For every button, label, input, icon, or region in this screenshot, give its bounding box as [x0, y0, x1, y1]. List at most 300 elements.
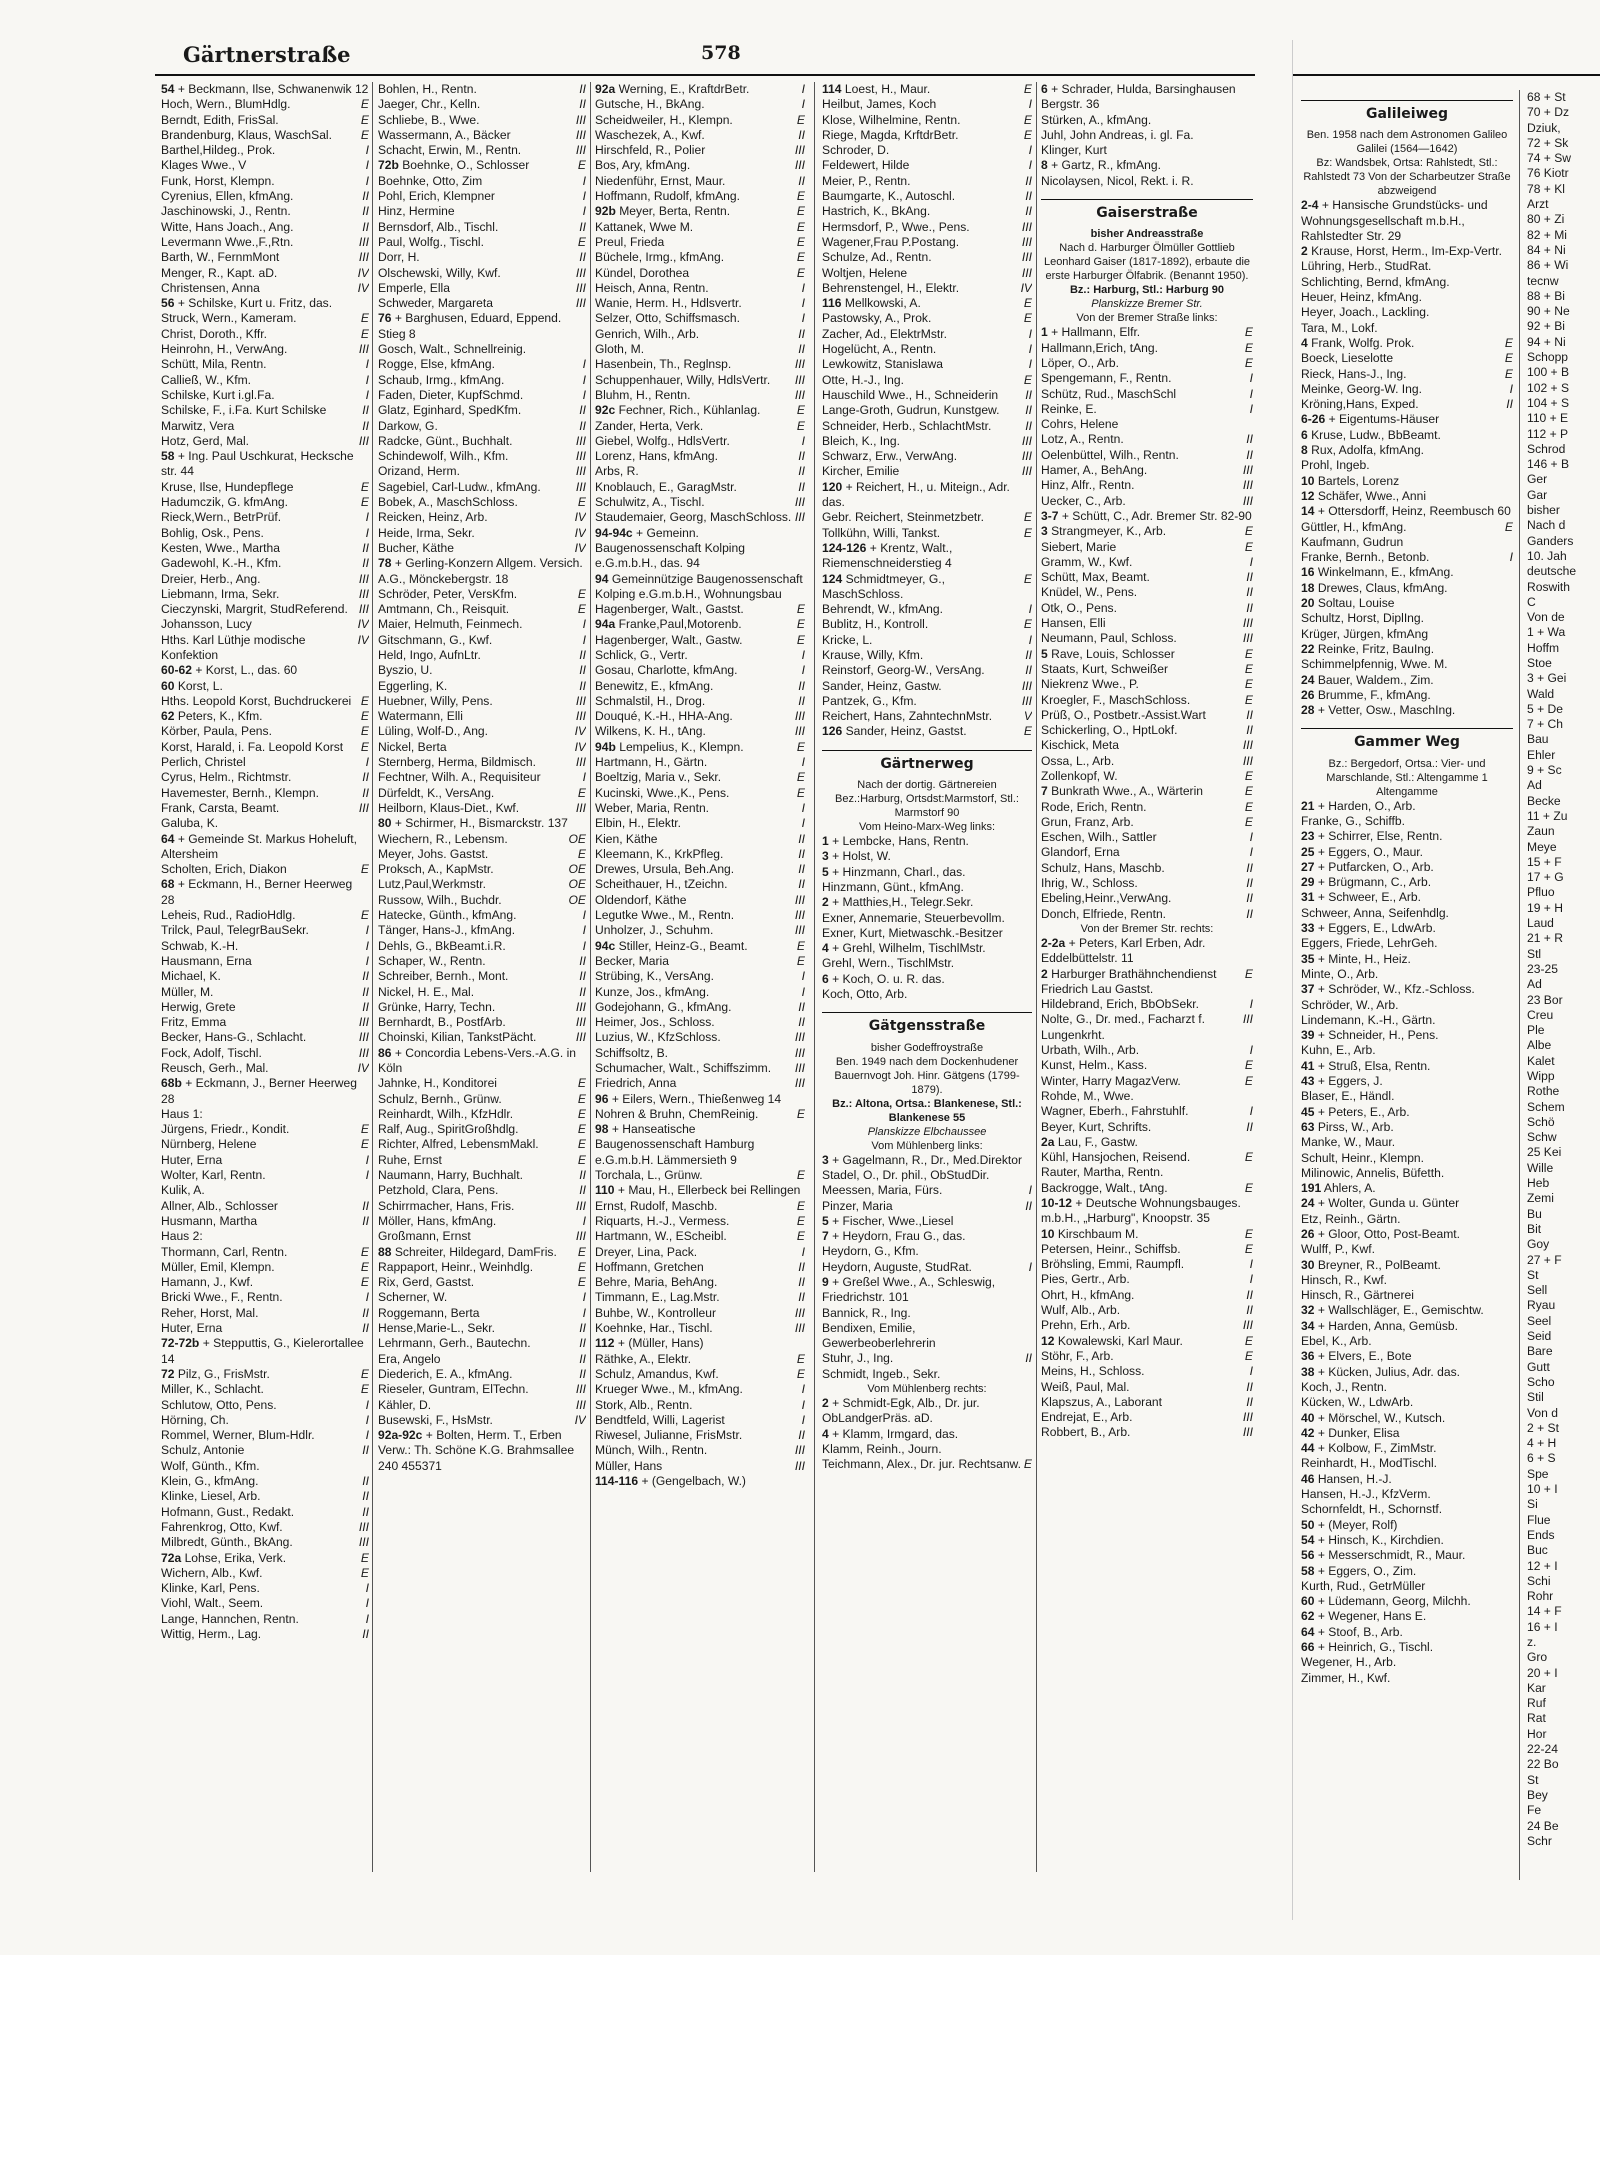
resident-entry	[822, 648, 1032, 663]
resident-entry	[1527, 1788, 1600, 1803]
column-5	[1041, 82, 1253, 1902]
resident-name: St	[1527, 1772, 1539, 1787]
resident-entry	[1301, 890, 1513, 905]
resident-name: 17 + G	[1527, 870, 1564, 885]
resident-entry	[1301, 259, 1513, 274]
resident-entry	[1301, 244, 1513, 259]
resident-entry	[1301, 550, 1513, 565]
resident-name: Galuba, K.	[161, 816, 219, 831]
resident-entry	[161, 1551, 369, 1566]
floor-marker: I	[365, 1397, 369, 1412]
resident-name: 90 + Ne	[1527, 304, 1570, 319]
resident-entry	[1301, 504, 1513, 519]
resident-entry	[378, 204, 586, 219]
floor-marker: III	[1242, 631, 1253, 646]
floor-marker: II	[1025, 173, 1032, 188]
resident-entry	[595, 327, 805, 342]
floor-marker: III	[1021, 250, 1032, 265]
resident-name: Bendtfeld, Willi, Lagerist	[595, 1412, 725, 1427]
floor-marker: II	[362, 540, 369, 555]
floor-marker: III	[575, 449, 586, 464]
floor-marker: E	[1244, 1073, 1253, 1088]
resident-entry	[822, 941, 1032, 956]
house-number: 25	[1301, 844, 1315, 859]
column-rule	[590, 82, 591, 1872]
resident-name: + Lembcke, Hans, Rentn.	[832, 834, 969, 849]
floor-marker: II	[579, 1336, 586, 1351]
resident-entry	[378, 893, 586, 908]
resident-name: Cyrenius, Ellen, kfmAng.	[161, 189, 294, 204]
resident-name: Pastowsky, A., Prok.	[822, 311, 932, 326]
resident-entry	[1301, 596, 1513, 611]
resident-entry	[822, 174, 1032, 189]
house-number: 92a-92c	[378, 1428, 423, 1443]
resident-name: Husmann, Martha	[161, 1213, 258, 1228]
resident-entry	[1301, 967, 1513, 982]
resident-name: Milinowic, Annelis, Büfetth.	[1301, 1165, 1445, 1180]
floor-marker: III	[794, 1305, 805, 1320]
floor-marker: II	[362, 219, 369, 234]
resident-entry	[378, 1107, 586, 1122]
house-number: 26	[1301, 1227, 1315, 1241]
resident-entry	[822, 849, 1032, 864]
resident-name: Diederich, E. A., kfmAng.	[378, 1366, 513, 1381]
resident-name: Schreiter, Hildegard, DamFris.	[394, 1244, 557, 1259]
resident-entry	[161, 434, 369, 449]
resident-name: 10. Jah	[1527, 548, 1567, 563]
resident-entry	[822, 189, 1032, 204]
resident-name: Klinke, Karl, Pens.	[161, 1581, 260, 1596]
floor-marker: II	[1246, 447, 1253, 462]
resident-entry	[1527, 1008, 1600, 1023]
resident-entry	[822, 1457, 1032, 1472]
floor-marker: II	[579, 663, 586, 678]
resident-name: Glandorf, Erna	[1041, 845, 1120, 860]
resident-name: Kalet	[1527, 1053, 1555, 1068]
resident-name: Krause, Willy, Kfm.	[822, 647, 924, 662]
resident-entry	[595, 1367, 805, 1382]
resident-name: Gitschmann, G., Kwf.	[378, 632, 493, 647]
house-number: 5	[822, 1213, 829, 1228]
resident-name: Kroegler, F., MaschSchloss.	[1041, 692, 1191, 707]
resident-entry	[1041, 769, 1253, 784]
floor-marker: I	[582, 1213, 586, 1228]
resident-name: Douqué, K.-H., HHA-Ang.	[595, 709, 733, 724]
resident-name: Reinhardt, H., ModTischl.	[1301, 1456, 1437, 1471]
floor-marker: III	[358, 250, 369, 265]
resident-name: Rieseler, Guntram, ElTechn.	[378, 1382, 529, 1397]
resident-entry	[1527, 1834, 1600, 1849]
resident-entry	[1527, 1650, 1600, 1665]
resident-name: 23 Bor	[1527, 992, 1563, 1007]
resident-entry	[595, 1398, 805, 1413]
resident-entry	[822, 1183, 1032, 1198]
resident-entry	[822, 373, 1032, 388]
resident-entry	[378, 1015, 586, 1030]
resident-entry	[595, 740, 805, 755]
resident-entry	[1301, 1258, 1513, 1273]
resident-name: Staudemaier, Georg, MaschSchloss.	[595, 510, 792, 525]
resident-name: Bohlig, Osk., Pens.	[161, 525, 264, 540]
resident-name: + Koch, O. u. R. das.	[832, 971, 945, 986]
resident-name: 110 + E	[1527, 411, 1569, 426]
floor-marker: E	[577, 1137, 586, 1152]
resident-name: Strangmeyer, K., Arb.	[1051, 524, 1167, 539]
house-number: 94a	[595, 617, 616, 632]
resident-name: Wolter, Karl, Rentn.	[161, 1168, 266, 1183]
resident-entry	[595, 694, 805, 709]
floor-marker: II	[362, 204, 369, 219]
resident-entry	[378, 158, 586, 173]
floor-marker: III	[575, 999, 586, 1014]
floor-marker: I	[1028, 143, 1032, 158]
resident-entry	[378, 633, 586, 648]
resident-entry	[595, 1321, 805, 1336]
resident-name: Zemi	[1527, 1191, 1554, 1206]
resident-entry	[822, 633, 1032, 648]
resident-entry	[1041, 738, 1253, 753]
floor-marker: I	[365, 1152, 369, 1167]
floor-marker: E	[360, 709, 369, 724]
resident-entry	[1527, 1176, 1600, 1191]
resident-name: + Krentz, Walt., Riemenschneiderstieg 4	[822, 540, 953, 571]
resident-entry	[378, 617, 586, 632]
resident-entry	[595, 189, 805, 204]
resident-name: Bendixen, Emilie, Gewerbeoberlehrerin	[822, 1320, 936, 1351]
resident-name: Gloth, M.	[595, 342, 645, 357]
resident-entry	[1301, 1395, 1513, 1410]
resident-entry	[595, 1092, 805, 1107]
floor-marker: II	[1025, 647, 1032, 662]
floor-marker: II	[1246, 723, 1253, 738]
resident-name: + Gartz, R., kfmAng.	[1051, 158, 1161, 173]
resident-entry	[1527, 564, 1600, 579]
floor-marker: II	[1025, 403, 1032, 418]
resident-entry	[822, 327, 1032, 342]
floor-marker: III	[575, 112, 586, 127]
resident-entry	[1301, 1273, 1513, 1288]
resident-name: Bey	[1527, 1787, 1548, 1802]
floor-marker: III	[794, 923, 805, 938]
resident-name: Oelenbüttel, Wilh., Rentn.	[1041, 447, 1179, 462]
resident-name: Zacher, Ad., ElektrMstr.	[822, 326, 948, 341]
resident-name: 15 + F	[1527, 854, 1562, 869]
resident-name: Heb	[1527, 1176, 1550, 1191]
resident-name: Ad	[1527, 778, 1542, 793]
floor-marker: E	[796, 617, 805, 632]
resident-name: + Greßel Wwe., A., Schleswig, Friedrichstr. 101	[822, 1275, 996, 1305]
resident-entry	[378, 1199, 586, 1214]
resident-name: + Hansische Grundstücks- und Wohnungsgesellschaft m.b.H., Rahlstedter Str. 29	[1301, 198, 1488, 243]
resident-name: Hansen, Elli	[1041, 616, 1106, 631]
resident-entry	[822, 1411, 1032, 1426]
resident-name: Haus 2:	[161, 1229, 203, 1244]
resident-entry	[822, 434, 1032, 449]
resident-name: Meier, P., Rentn.	[822, 173, 911, 188]
resident-entry	[1301, 1349, 1513, 1364]
resident-entry	[1301, 1334, 1513, 1349]
resident-entry	[1527, 824, 1600, 839]
resident-name: 82 + Mi	[1527, 227, 1567, 242]
resident-name: Goy	[1527, 1237, 1550, 1252]
floor-marker: II	[362, 1443, 369, 1458]
resident-entry	[161, 296, 369, 311]
floor-marker: E	[796, 739, 805, 754]
street-note: Von der Bremer Str. rechts:	[1080, 922, 1214, 935]
resident-name: Seel	[1527, 1313, 1552, 1328]
resident-name: Otte, H.-J., Ing.	[822, 372, 904, 387]
resident-entry	[161, 419, 369, 434]
floor-marker: III	[575, 265, 586, 280]
resident-entry	[595, 373, 805, 388]
resident-name: Lorenz, Hans, kfmAng.	[595, 449, 719, 464]
resident-name: Unholzer, J., Schuhm.	[595, 923, 714, 938]
resident-name: Schlichting, Bernd, kfmAng.	[1301, 274, 1450, 289]
resident-entry	[1041, 356, 1253, 371]
floor-marker: II	[798, 1275, 805, 1290]
resident-name: 70 + Dz	[1527, 105, 1570, 120]
resident-name: Schweer, Anna, Seifenhdlg.	[1301, 905, 1449, 920]
floor-marker: E	[1504, 335, 1513, 350]
resident-entry	[161, 1245, 369, 1260]
resident-name: Johansson, Lucy	[161, 617, 252, 632]
resident-name: Wulf, Alb., Arb.	[1041, 1303, 1121, 1318]
resident-entry	[595, 1245, 805, 1260]
resident-entry	[822, 602, 1032, 617]
resident-name: Genrich, Wilh., Arb.	[595, 326, 700, 341]
floor-marker: E	[1023, 82, 1032, 96]
resident-entry	[595, 1046, 805, 1061]
resident-name: Büchele, Irmg., kfmAng.	[595, 250, 725, 265]
resident-entry	[1301, 443, 1513, 458]
resident-entry	[1041, 1303, 1253, 1318]
resident-name: Hinsch, R., Gärtnerei	[1301, 1288, 1414, 1303]
resident-name: Amtmann, Ch., Reisquit.	[378, 602, 510, 617]
floor-marker: E	[1244, 325, 1253, 340]
resident-entry	[1041, 417, 1253, 432]
street-note: Vom Mühlenberg links:	[871, 1139, 983, 1152]
house-number: 114	[822, 82, 842, 96]
floor-marker: II	[1246, 876, 1253, 891]
house-number: 58	[161, 449, 175, 464]
floor-marker: E	[360, 1137, 369, 1152]
resident-entry	[1041, 662, 1253, 677]
resident-entry	[378, 189, 586, 204]
resident-entry	[1301, 1502, 1513, 1517]
resident-entry	[1527, 1696, 1600, 1711]
resident-name: Kattanek, Wwe M.	[595, 219, 694, 234]
floor-marker: I	[1028, 632, 1032, 647]
resident-name: Teichmann, Alex., Dr. jur. Rechtsanw.	[822, 1457, 1021, 1472]
resident-name: Scheithauer, H., tZeichn.	[595, 877, 728, 892]
resident-name: Hallmann,Erich, tAng.	[1041, 340, 1158, 355]
resident-entry	[822, 266, 1032, 281]
resident-entry	[1041, 1410, 1253, 1425]
resident-name: Kuhn, E., Arb.	[1301, 1043, 1376, 1058]
resident-name: 12 + I	[1527, 1558, 1558, 1573]
resident-name: Ihrig, W., Schloss.	[1041, 876, 1138, 891]
resident-entry	[822, 526, 1032, 541]
resident-entry	[378, 847, 586, 862]
resident-name: Fechtner, Wilh. A., Requisiteur	[378, 770, 541, 785]
resident-name: Nickel, H. E., Mal.	[378, 984, 475, 999]
floor-marker: III	[575, 479, 586, 494]
resident-entry	[1527, 1360, 1600, 1375]
resident-entry	[378, 1321, 586, 1336]
resident-name: + Mau, H., Ellerbeck bei Rellingen	[617, 1183, 801, 1198]
house-number: 64	[1301, 1624, 1315, 1639]
resident-entry	[161, 1015, 369, 1030]
resident-name: Witte, Hans Joach., Ang.	[161, 219, 294, 234]
resident-name: Zimmer, H., Kwf.	[1301, 1670, 1391, 1685]
resident-name: Bartels, Lorenz	[1317, 473, 1400, 488]
resident-name: Hoch, Wern., BlumHdlg.	[161, 97, 291, 112]
floor-marker: II	[798, 693, 805, 708]
resident-entry	[161, 679, 369, 694]
resident-entry	[595, 969, 805, 984]
resident-name: Christensen, Anna	[161, 280, 260, 295]
resident-entry	[161, 1581, 369, 1596]
resident-name: + Holst, W.	[832, 849, 891, 864]
resident-entry	[378, 342, 586, 357]
floor-marker: I	[582, 372, 586, 387]
resident-entry	[595, 220, 805, 235]
resident-entry	[161, 311, 369, 326]
floor-marker: I	[365, 1581, 369, 1596]
resident-entry	[1527, 1436, 1600, 1451]
resident-entry	[1527, 1742, 1600, 1757]
resident-name: Minte, O., Arb.	[1301, 966, 1379, 981]
resident-name: 94 + Ni	[1527, 334, 1566, 349]
floor-marker: III	[794, 1030, 805, 1045]
resident-name: Lehrmann, Gerh., Bautechn.	[378, 1336, 531, 1351]
resident-name: Gemeinnützige Baugenossenschaft Kolping e.G.m.b.H., Wohnungsbau	[595, 571, 803, 601]
resident-entry	[161, 1229, 369, 1244]
floor-marker: III	[794, 372, 805, 387]
floor-marker: I	[1509, 381, 1513, 396]
resident-entry	[378, 526, 586, 541]
floor-marker: II	[362, 770, 369, 785]
resident-entry	[1301, 581, 1513, 596]
resident-name: Tara, M., Lokf.	[1301, 320, 1378, 335]
house-number: 120	[822, 479, 843, 494]
street-heading: Gätgensstraße	[822, 1012, 1032, 1034]
resident-entry	[161, 541, 369, 556]
resident-name: Soltau, Louise	[1317, 596, 1395, 611]
resident-name: Grun, Franz, Arb.	[1041, 814, 1134, 829]
resident-name: + Concordia Lebens-Vers.-A.G. in Köln	[378, 1045, 576, 1075]
resident-name: Herwig, Grete	[161, 999, 236, 1014]
floor-marker: III	[575, 693, 586, 708]
resident-entry	[378, 449, 586, 464]
resident-entry	[1527, 534, 1600, 549]
resident-entry	[595, 1260, 805, 1275]
floor-marker: II	[579, 953, 586, 968]
floor-marker: I	[365, 1596, 369, 1611]
resident-entry	[595, 893, 805, 908]
column-3	[595, 82, 805, 1902]
floor-marker: I	[1028, 97, 1032, 112]
resident-name: Heydorn, Auguste, StudRat.	[822, 1259, 972, 1274]
resident-name: Schulz, Antonie	[161, 1443, 245, 1458]
resident-entry	[378, 755, 586, 770]
resident-entry	[595, 1214, 805, 1229]
resident-entry	[378, 939, 586, 954]
resident-entry	[822, 82, 1032, 97]
resident-name: Maier, Helmuth, Feinmech.	[378, 617, 523, 632]
resident-name: Krause, Horst, Herm., Im-Exp-Vertr.	[1311, 244, 1502, 259]
resident-entry	[378, 816, 586, 831]
house-number: 2	[1041, 966, 1048, 981]
resident-name: + Schilske, Kurt u. Fritz, das.	[177, 296, 333, 311]
directory-page	[155, 40, 1255, 1920]
floor-marker: I	[582, 617, 586, 632]
resident-name: Watermann, Elli	[378, 709, 463, 724]
resident-entry	[1527, 1191, 1600, 1206]
resident-entry	[161, 113, 369, 128]
resident-entry	[822, 1367, 1032, 1382]
resident-entry	[161, 1260, 369, 1275]
resident-entry	[595, 342, 805, 357]
resident-entry	[595, 908, 805, 923]
resident-entry	[161, 908, 369, 923]
floor-marker: III	[1242, 478, 1253, 493]
resident-name: Grünke, Harry, Techn.	[378, 999, 496, 1014]
resident-entry	[1527, 1314, 1600, 1329]
floor-marker: II	[798, 999, 805, 1014]
resident-entry	[1527, 656, 1600, 671]
resident-entry	[1527, 1559, 1600, 1574]
resident-entry	[1041, 1364, 1253, 1379]
resident-entry	[1301, 936, 1513, 951]
floor-marker: II	[362, 969, 369, 984]
resident-entry	[1527, 885, 1600, 900]
floor-marker: III	[1242, 616, 1253, 631]
floor-marker: II	[1025, 1198, 1032, 1213]
resident-name: Christ, Doroth., Kffr.	[161, 326, 267, 341]
floor-marker: IV	[574, 540, 586, 555]
resident-entry	[1527, 258, 1600, 273]
resident-entry	[1301, 1671, 1513, 1686]
resident-entry	[161, 82, 369, 97]
resident-name: 23-25	[1527, 961, 1558, 976]
resident-name: Kruse, Ilse, Hundepflege	[161, 479, 294, 494]
resident-entry	[161, 97, 369, 112]
house-number: 6	[822, 971, 829, 986]
floor-marker: III	[794, 1443, 805, 1458]
resident-name: Räthke, A., Elektr.	[595, 1351, 692, 1366]
resident-entry	[595, 526, 805, 572]
resident-name: Bohlen, H., Rentn.	[378, 82, 477, 96]
resident-entry	[822, 342, 1032, 357]
floor-marker: E	[1244, 1180, 1253, 1195]
house-number: 42	[1301, 1425, 1315, 1440]
resident-name: Hor	[1527, 1726, 1547, 1741]
resident-entry	[1527, 870, 1600, 885]
resident-entry	[161, 1153, 369, 1168]
resident-name: Schröder, W., Arb.	[1301, 997, 1399, 1012]
resident-name: Scherner, W.	[378, 1290, 448, 1305]
resident-entry	[822, 281, 1032, 296]
resident-name: Schickerling, O., HptLokf.	[1041, 723, 1178, 738]
resident-name: Creu	[1527, 1007, 1554, 1022]
resident-entry	[1041, 1165, 1253, 1180]
house-number: 124	[822, 571, 843, 586]
resident-entry	[1041, 540, 1253, 555]
resident-entry	[822, 972, 1032, 987]
resident-name: Rothe	[1527, 1084, 1560, 1099]
resident-name: Eggers, Friede, LehrGeh.	[1301, 936, 1438, 951]
